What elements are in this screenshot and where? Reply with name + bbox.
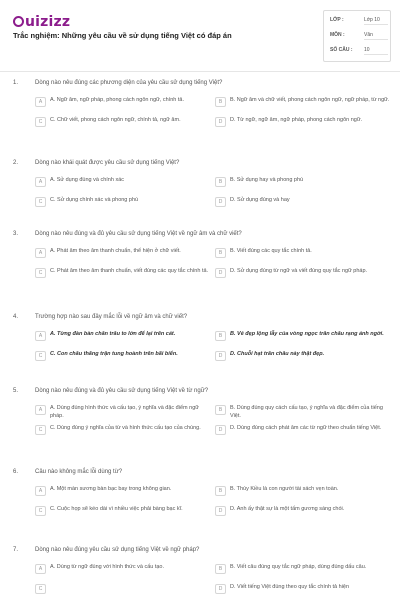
question-number: 4. <box>13 314 19 320</box>
option-a[interactable] <box>35 96 210 112</box>
question-text: Dòng nào nêu đúng các phương diện của yêu cầu sử dụng tiếng Việt? <box>35 80 223 86</box>
option-text: A. Sử dụng đúng và chính xác <box>50 177 125 183</box>
question-text: Dòng nào nêu đúng và đủ yêu cầu sử dụng tiếng Việt về ngữ âm và chữ viết? <box>35 231 242 237</box>
option-letter-box: C <box>35 425 46 435</box>
option-b[interactable] <box>215 404 390 420</box>
option-letter-box: B <box>215 97 226 107</box>
option-letter-box: A <box>35 564 46 574</box>
option-text: D. Sử dụng đúng và hay <box>230 197 290 203</box>
option-a[interactable] <box>35 247 210 263</box>
option-text: B. Vẻ đẹp lộng lẫy của vòng ngọc trân châu rạng ánh ngời. <box>230 331 384 337</box>
info-box <box>323 10 391 62</box>
option-text: C. Con châu thăng trận tung hoành trên bãi biển. <box>50 351 178 357</box>
option-letter-box: A <box>35 331 46 341</box>
option-text: D. Dùng đúng cách phát âm các từ ngữ theo chuẩn tiếng Việt. <box>230 425 382 431</box>
question-text: Dòng nào nêu đúng yêu cầu sử dụng tiếng Việt về ngữ pháp? <box>35 547 200 553</box>
question-text: Trường hợp nào sau đây mắc lỗi về ngữ âm và chữ viết? <box>35 314 188 320</box>
option-letter-box: D <box>215 584 226 594</box>
question-number: 1. <box>13 80 19 86</box>
option-letter-box: C <box>35 351 46 361</box>
question-number: 3. <box>13 231 19 237</box>
question-text: Dòng nào khái quát được yêu cầu sử dụng tiếng Việt? <box>35 160 180 166</box>
option-letter-box: C <box>35 584 46 594</box>
option-text: D. Sử dụng đúng từ ngữ và viết đúng quy tắc ngữ pháp. <box>230 268 368 274</box>
option-letter-box: B <box>215 248 226 258</box>
option-c[interactable] <box>35 196 210 212</box>
option-c[interactable] <box>35 350 210 366</box>
question-number: 6. <box>13 469 19 475</box>
option-b[interactable] <box>215 247 390 263</box>
option-b[interactable] <box>215 96 390 112</box>
info-label-subject: MÔN : <box>330 32 345 38</box>
option-d[interactable] <box>215 505 390 521</box>
info-value-count: 10 <box>364 47 388 55</box>
info-label-class: LỚP : <box>330 17 344 23</box>
quizizz-logo: uizizz <box>13 14 70 30</box>
option-letter-box: D <box>215 351 226 361</box>
option-a[interactable] <box>35 563 210 579</box>
option-b[interactable] <box>215 563 390 579</box>
question-number: 7. <box>13 547 19 553</box>
option-text: C. Dùng đúng ý nghĩa của từ và hình thức cấu tạo của chúng. <box>50 425 201 431</box>
option-text: A. Từng đàn bàn chân trâu to lớn để lại trên cát. <box>50 331 176 337</box>
option-letter-box: C <box>35 506 46 516</box>
option-letter-box: B <box>215 564 226 574</box>
option-c[interactable] <box>35 267 210 283</box>
option-text: B. Viết câu đúng quy tắc ngữ pháp, dùng đúng dấu câu. <box>230 564 367 570</box>
option-d[interactable] <box>215 350 390 366</box>
option-text: B. Sử dụng hay và phong phú <box>230 177 304 183</box>
option-letter-box: D <box>215 506 226 516</box>
option-text: C. Cuộc họp sẽ kéo dài vì nhiều việc phải bàng bạc kĩ. <box>50 506 183 512</box>
option-letter-box: B <box>215 486 226 496</box>
option-letter-box: B <box>215 405 226 415</box>
info-value-subject: Văn <box>364 32 388 40</box>
option-text: C. Phát âm theo âm thanh chuẩn, viết đúng các quy tắc chính tả. <box>50 268 209 274</box>
option-text: D. Từ ngữ, ngữ âm, ngữ pháp, phong cách ngôn ngữ. <box>230 117 363 123</box>
info-value-class: Lớp 10 <box>364 17 388 25</box>
option-letter-box: D <box>215 117 226 127</box>
option-c[interactable] <box>35 116 210 132</box>
option-c[interactable] <box>35 505 210 521</box>
option-text: A. Dùng đúng hình thức và cấu tạo, ý nghĩa và đặc điểm ngữ pháp. <box>50 405 199 419</box>
option-letter-box: B <box>215 331 226 341</box>
option-text: B. Dùng đúng quy cách cấu tạo, ý nghĩa và đặc điểm của tiếng Việt. <box>230 405 383 419</box>
option-letter-box: A <box>35 486 46 496</box>
option-letter-box: D <box>215 197 226 207</box>
option-text: B. Thúy Kiều là con người tài sách vẹn toàn. <box>230 486 339 492</box>
option-d[interactable] <box>215 196 390 212</box>
option-letter-box: A <box>35 97 46 107</box>
option-text: A. Dùng từ ngữ đúng với hình thức và cấu tạo. <box>50 564 165 570</box>
option-text: D. Viết tiếng Việt đúng theo quy tắc chính tả hiện <box>230 584 350 590</box>
question-text: Câu nào không mắc lỗi dùng từ? <box>35 469 123 475</box>
option-text: D. Anh ấy thật sự là một tấm gương sáng chói. <box>230 506 345 512</box>
option-a[interactable] <box>35 485 210 501</box>
question-number: 2. <box>13 160 19 166</box>
option-letter-box: C <box>35 117 46 127</box>
option-d[interactable] <box>215 267 390 283</box>
question-text: Dòng nào nêu đúng và đủ yêu cầu sử dụng tiếng Việt về từ ngữ? <box>35 388 209 394</box>
option-text: C. Chữ viết, phong cách ngôn ngữ, chính tả, ngữ âm. <box>50 117 181 123</box>
option-d[interactable] <box>215 583 390 599</box>
option-text: B. Viết đúng các quy tắc chính tả. <box>230 248 312 254</box>
option-text: D. Chuỗi hạt trân châu này thật đẹp. <box>230 351 325 357</box>
option-d[interactable] <box>215 116 390 132</box>
option-letter-box: D <box>215 268 226 278</box>
option-letter-box: C <box>35 268 46 278</box>
option-b[interactable] <box>215 485 390 501</box>
option-b[interactable] <box>215 330 390 346</box>
option-c[interactable] <box>35 424 210 440</box>
info-label-count: SỐ CÂU : <box>330 47 353 53</box>
option-letter-box: A <box>35 405 46 415</box>
option-letter-box: D <box>215 425 226 435</box>
header <box>0 0 400 72</box>
option-text: A. Phát âm theo âm thanh chuẩn, thể hiện ở chữ viết. <box>50 248 181 254</box>
option-letter-box: C <box>35 197 46 207</box>
option-d[interactable] <box>215 424 390 440</box>
option-text: A. Ngữ âm, ngữ pháp, phong cách ngôn ngữ, chính tả. <box>50 97 184 103</box>
option-letter-box: B <box>215 177 226 187</box>
option-letter-box: A <box>35 177 46 187</box>
option-a[interactable] <box>35 330 210 346</box>
option-a[interactable] <box>35 404 210 420</box>
header-divider <box>0 71 400 72</box>
option-a[interactable] <box>35 176 210 192</box>
option-text: A. Một màn sương bàn bạc bay trong không gian. <box>50 486 172 492</box>
logo-q-icon <box>13 16 24 27</box>
option-text: C. Sử dụng chính xác và phong phú <box>50 197 139 203</box>
option-c[interactable] <box>35 583 210 599</box>
question-number: 5. <box>13 388 19 394</box>
option-b[interactable] <box>215 176 390 192</box>
option-letter-box: A <box>35 248 46 258</box>
page-title: Trắc nghiệm: Những yêu cầu về sử dụng tiếng Việt có đáp án <box>13 31 232 40</box>
option-text: B. Ngữ âm và chữ viết, phong cách ngôn ngữ, ngữ pháp, từ ngữ. <box>230 97 390 103</box>
